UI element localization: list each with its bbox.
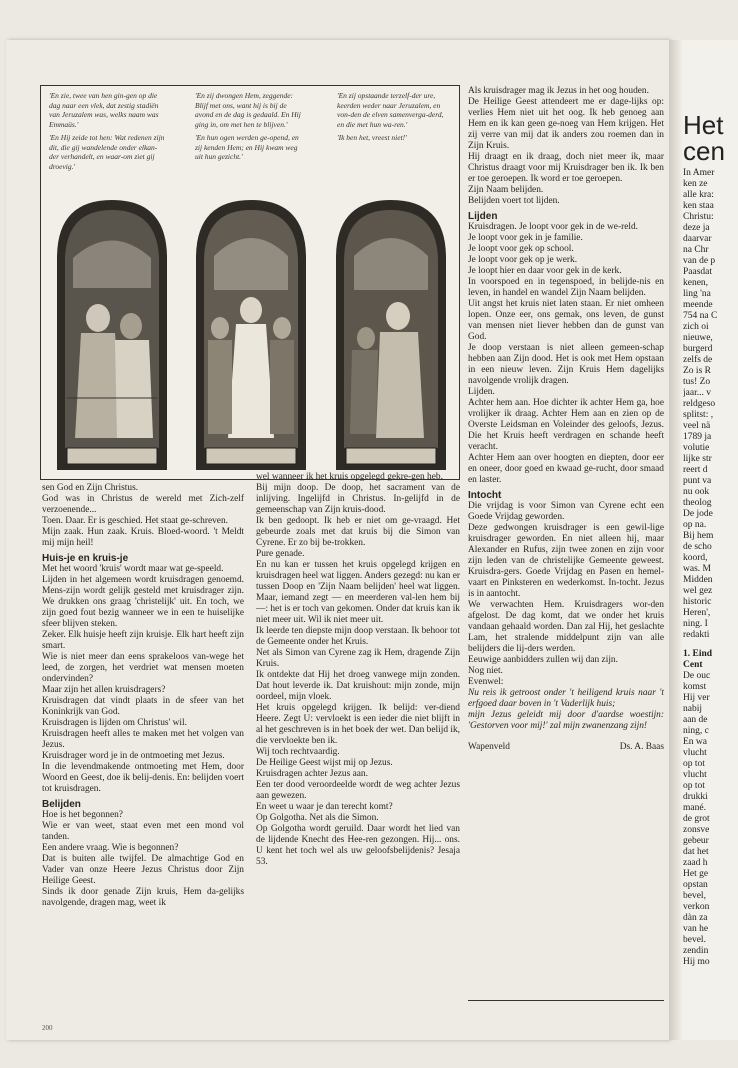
paragraph: Je loopt voor gek op je werk. — [468, 255, 578, 265]
next-page-line: bevel. — [683, 935, 706, 945]
paragraph: Op Golgotha. Net als die Simon. — [256, 813, 379, 823]
caption-text: 'En zie, twee van hen gin-gen op die dag naar een vlek, dat zestig stadiën van Jeruzalem was, welks naam was Emmaüs.' — [49, 91, 159, 129]
caption-right — [337, 91, 449, 147]
paragraph: God was in Christus de wereld met Zich-zelf verzoenende... — [42, 494, 244, 515]
paragraph: Bij mijn doop. De doop, het sacrament van de inlijving. Ingelijfd in Christus. In-gelijfd in de gemeenschap van Zijn kruis-dood. — [256, 483, 460, 515]
next-page-line: Zo is R — [683, 366, 711, 376]
next-page-line: veel nä — [683, 421, 711, 431]
paragraph: Hoe is het begonnen? — [42, 810, 123, 820]
stained-glass-figure — [40, 85, 460, 480]
stained-glass-window-left — [53, 198, 171, 470]
next-page-line: jaar... v — [683, 388, 711, 398]
paragraph: Je loopt voor gek in je familie. — [468, 233, 583, 243]
next-page-line: mané. — [683, 803, 706, 813]
paragraph: Een andere vraag. Wie is begonnen? — [42, 843, 179, 853]
next-page-line: splitst: , — [683, 410, 714, 420]
stained-glass-window-middle — [192, 198, 310, 470]
paragraph: We verwachten Hem. Kruisdragers wor-den afgelost. De dag komt, dat we onder het kruis vandaan gehaald worden. Dan zal Hij, het geslachte Lam, het stralende middelpunt zijn van alle belijders die lij-ders werden. — [468, 600, 664, 654]
next-page-line: theolog — [683, 498, 712, 508]
next-page-line: nu ook — [683, 487, 710, 497]
paragraph: Je loopt hier en daar voor gek in de kerk. — [468, 266, 622, 276]
next-page-line: de grot — [683, 814, 710, 824]
paragraph: Ik leerde ten diepste mijn doop verstaan. Ik behoor tot de Gemeente onder het Kruis. — [256, 626, 460, 647]
next-page-line: volutie — [683, 443, 710, 453]
article-column-1 — [42, 483, 244, 909]
paragraph: Die vrijdag is voor Simon van Cyrene echt een Goede Vrijdag geworden. — [468, 501, 664, 522]
next-page-line: vlucht — [683, 770, 707, 780]
next-page-line: Bij hem — [683, 531, 714, 541]
next-page-line: opstan — [683, 880, 708, 890]
paragraph: Uit angst het kruis niet laten staan. Er niet omheen lopen. Onze eer, ons gemak, ons leven, de gunst van mensen niet liever hebben dan de gunst van God. — [468, 299, 664, 342]
next-page-line: op tot — [683, 759, 705, 769]
next-page-line: verkon — [683, 902, 710, 912]
paragraph: Als kruisdrager mag ik Jezus in het oog houden. — [468, 86, 649, 96]
caption-text: 'En Hij zeide tot hen: Wat redenen zijn dit, die gij wandelende onder elkan-der verhandelt, en waar-om ziet gij droevig.' — [49, 133, 165, 171]
page-gutter — [669, 40, 683, 1040]
next-page-line: ling 'na — [683, 289, 711, 299]
paragraph: In voorspoed en in tegenspoed, in belijde-nis en leven, in handel en wandel Zijn Naam belijden. — [468, 277, 664, 298]
next-page-line: redakti — [683, 630, 710, 640]
paragraph: Wij toch rechtvaardig. — [256, 747, 340, 757]
paragraph: Je doop verstaan is niet alleen gemeen-schap hebben aan Zijn dood. Het is ook met Hem opstaan in een nieuw leven. Zijn Kruis Hem dagelijks navolgende vrolijk dragen. — [468, 343, 664, 386]
paragraph: De Heilige Geest attendeert me er dage-lijks op: verlies Hem niet uit het oog. Ik heb genoeg aan Hem en ik kan geen ge-noeg van Hem krijgen. Het zij verre van mij dat ik anders zou roemen dan in Zijn Kruis. — [468, 97, 664, 151]
next-page-line: van he — [683, 924, 709, 934]
next-page-edge — [683, 40, 738, 1040]
next-page-title-text: Het — [683, 110, 724, 140]
next-page-line: Cent — [683, 660, 703, 670]
next-page-line: dàn za — [683, 913, 708, 923]
next-page-line: historic — [683, 597, 712, 607]
next-page-line: vlucht — [683, 748, 707, 758]
paragraph: Ik ontdekte dat Hij het droeg vanwege mijn zonden. Dat hout leverde ik. Dat kruishout: mijn zonde, mijn oordeel, mijn vloek. — [256, 670, 460, 702]
next-page-line: De ouc — [683, 671, 711, 681]
next-page-line: reldgeso — [683, 399, 716, 409]
section-heading: Lijden — [468, 211, 498, 222]
next-page-line: En wa — [683, 737, 708, 747]
paragraph: Net als Simon van Cyrene zag ik Hem, dragende Zijn Kruis. — [256, 648, 460, 669]
next-page-line: van de p — [683, 256, 716, 266]
paragraph: Kruisdrager word je in de ontmoeting met Jezus. — [42, 751, 225, 761]
paragraph: Mijn zaak. Hun zaak. Kruis. Bloed-woord. 't Meldt mij mijn heil! — [42, 527, 244, 548]
next-page-line: komst — [683, 682, 707, 692]
next-page-line: De jode — [683, 509, 713, 519]
next-page-line: gebeur — [683, 836, 709, 846]
caption-text: 'Ik ben het, vreest niet!' — [337, 133, 407, 142]
paragraph: Belijden voert tot lijden. — [468, 196, 560, 206]
section-heading: Belijden — [42, 799, 81, 810]
next-page-line: 1789 ja — [683, 432, 712, 442]
next-page-line: zonsve — [683, 825, 710, 835]
next-page-line: tus! Zo — [683, 377, 711, 387]
article-column-3 — [468, 86, 664, 753]
page-number: 200 — [42, 1024, 53, 1032]
paragraph: Je loopt voor gek op school. — [468, 244, 574, 254]
next-page-line: ning, c — [683, 726, 709, 736]
next-page-line: wel gez — [683, 586, 713, 596]
next-page-line: 754 na C — [683, 311, 718, 321]
section-heading: Huis-je en kruis-je — [42, 553, 129, 564]
paragraph: Dat is buiten alle twijfel. De almachtige God en Vader van onze Heere Jezus Christus door Zijn Heilige Geest. — [42, 854, 244, 886]
paragraph: Kruisdragen heeft alles te maken met het volgen van Jezus. — [42, 729, 244, 750]
paragraph: Nog niet. — [468, 666, 503, 676]
next-page-title — [683, 112, 723, 138]
next-page-line: Midden — [683, 575, 713, 585]
paragraph: Ik ben gedoopt. Ik heb er niet om ge-vraagd. Het gebeurde zoals met dat kruis bij die Simon van Cyrene. Er zo bij be-trokken. — [256, 516, 460, 548]
next-page-line: Paasdat — [683, 267, 713, 277]
signature-place: Wapenveld — [468, 742, 510, 752]
next-page-line: Het ge — [683, 869, 709, 879]
paragraph: Kruisdragen dat vindt plaats in de sfeer van het Koninkrijk van God. — [42, 696, 244, 717]
signature — [468, 742, 664, 753]
caption-text: 'En hun ogen werden ge-opend, en zij kenden Hem; en Hij kwam weg uit hun gezicht.' — [195, 133, 299, 161]
caption-text: 'En zij dwongen Hem, zeggende: Blijf met ons, want hij is bij de avond en de dag is gedaald. En Hij ging in, om met hen te blijven.' — [195, 91, 301, 129]
next-page-line: drukki — [683, 792, 708, 802]
column-3-body — [468, 86, 664, 732]
paragraph: Wie is niet meer dan eens sprakeloos van-wege het leed, de zorgen, het verdriet wat mensen moeten ondervinden? — [42, 652, 244, 684]
next-page-line: Hij mo — [683, 957, 710, 967]
next-page-line: meende — [683, 300, 713, 310]
next-page-line: nabij — [683, 704, 702, 714]
paragraph: Achter hem aan. Hoe dichter ik achter Hem ga, hoe vrolijker ik draag. Achter Hem aan en zien op de Overste Leidsman en Voleinder des geloofs, Jezus. Die het Kruis heeft verdragen en schande heeft veracht. — [468, 398, 664, 452]
next-page-line: was. M — [683, 564, 711, 574]
next-page-line: bevel, — [683, 891, 706, 901]
paragraph: En weet u waar je dan terecht komt? — [256, 802, 393, 812]
next-page-line: ken ze — [683, 179, 708, 189]
paragraph: Een ter dood veroordeelde wordt de weg achter Jezus aan gewezen. — [256, 780, 460, 801]
article-column-2 — [256, 472, 460, 868]
paragraph: Kruisdragen is lijden om Christus' wil. — [42, 718, 187, 728]
paragraph: In die levendmakende ontmoeting met Hem, door Woord en Geest, doe ik belij-denis. En: belijden voert tot kruisdragen. — [42, 762, 244, 794]
paragraph: Zijn Naam belijden. — [468, 185, 544, 195]
paragraph: Nu reis ik getroost onder 't heiligend kruis naar 't erfgoed daar boven in 't Vaderlijk huis; — [468, 688, 664, 709]
paragraph: Lijden in het algemeen wordt kruisdragen genoemd. Mens-zijn wordt gelijk gesteld met kruisdrager zijn. We drukken ons graag 'christelijk' uit. En toch, we zijn goed fout bezig wanneer we in een te huiselijke sfeer blijven steken. — [42, 575, 244, 629]
next-page-line: zaad h — [683, 858, 708, 868]
next-page-line: zelfs de — [683, 355, 713, 365]
next-page-title-text: cen — [683, 136, 725, 166]
paragraph: wel wanneer ik het kruis opgelegd gekre-gen heb. — [256, 472, 443, 482]
caption-middle — [195, 91, 305, 166]
next-page-line: zendin — [683, 946, 709, 956]
next-page-line: zich oi — [683, 322, 709, 332]
next-page-title — [683, 138, 725, 164]
caption-left — [49, 91, 167, 175]
paragraph: Deze gedwongen kruisdrager is een gewil-lige kruisdrager geworden. En niet alleen hij, maar Alexander en Rufus, zijn twee zonen en zijn voor zijn leden van de christelijke Gemeente geweest. Kruisdra-gers. Goede Vrijdag en Pasen en hemel-vaart en Pinksteren en wederkomst. In-tocht. Jezus is in aantocht. — [468, 523, 664, 599]
next-page-line: In Amer — [683, 168, 715, 178]
next-page-line: op na. — [683, 520, 707, 530]
next-page-line: reert d — [683, 465, 708, 475]
next-page-line: koord, — [683, 553, 708, 563]
paragraph: En nu kan er tussen het kruis opgelegd krijgen en kruisdragen heel wat liggen. Anders gezegd: nu kan er tussen Doop en 'Zijn Naam belijden' heel wat liggen. Maar, iemand zegt — en meerderen val-len hem bij —: het is er toch van gekomen. Onder dat kruis kan ik niet meer uit. Wil ik niet meer uit. — [256, 560, 460, 625]
paragraph: Pure genade. — [256, 549, 305, 559]
next-page-line: 1. Eind — [683, 649, 713, 659]
paragraph: Hij draagt en ik draag, doch niet meer ik, maar Christus draagt voor mij Kruisdrager ben ik. Ik ben er toe geroepen. Ik word er toe geroepen. — [468, 152, 664, 184]
paragraph: Kruisdragen achter Jezus aan. — [256, 769, 368, 779]
next-page-line: aan de — [683, 715, 708, 725]
next-page-line: Christu: — [683, 212, 714, 222]
column-end-rule — [468, 1000, 664, 1001]
next-page-line: Hij ver — [683, 693, 710, 703]
stained-glass-window-right — [332, 198, 450, 470]
paragraph: Met het woord 'kruis' wordt maar wat ge-speeld. — [42, 564, 224, 574]
paragraph: mijn Jezus geleidt mij door d'aardse woestijn: 'Gestorven voor mij!' zal mijn zwanenzang zijn! — [468, 710, 664, 731]
paragraph: Eeuwige aanbidders zullen wij dan zijn. — [468, 655, 618, 665]
paragraph: Kruisdragen. Je loopt voor gek in de we-reld. — [468, 222, 639, 232]
next-page-line: op tot — [683, 781, 705, 791]
paragraph: De Heilige Geest wijst mij op Jezus. — [256, 758, 393, 768]
next-page-line: de scho — [683, 542, 712, 552]
next-page-line: burgerd — [683, 344, 713, 354]
paragraph: Maar zijn het allen kruisdragers? — [42, 685, 166, 695]
next-page-line: deze ja — [683, 223, 710, 233]
next-page-line: Heren', — [683, 608, 711, 618]
paragraph: Evenwel: — [468, 677, 504, 687]
next-page-line: alle kra: — [683, 190, 714, 200]
next-page-line: dat het — [683, 847, 709, 857]
paragraph: sen God en Zijn Christus. — [42, 483, 139, 493]
next-page-line: na Chr — [683, 245, 709, 255]
paragraph: Het kruis opgelegd krijgen. Ik belijd: ver-diend Heere. Zegt U: vervloekt is een ieder die niet blijft in al het geschreven is in het boek der wet. Dan belijd ik, die vervloekte ben ik. — [256, 703, 460, 746]
next-page-line: lijke str — [683, 454, 712, 464]
section-heading: Intocht — [468, 490, 502, 501]
next-page-line: ken staa — [683, 201, 714, 211]
next-page-line: kenen, — [683, 278, 709, 288]
next-page-line: daarvar — [683, 234, 712, 244]
paragraph: Wie er van weet, staat even met een mond vol tanden. — [42, 821, 244, 842]
next-page-line: punt va — [683, 476, 712, 486]
signature-author: Ds. A. Baas — [619, 742, 664, 752]
paragraph: Zeker. Elk huisje heeft zijn kruisje. Elk hart heeft zijn smart. — [42, 630, 244, 651]
paragraph: Sinds ik door genade Zijn kruis, Hem da-gelijks navolgende, dragen mag, weet ik — [42, 887, 244, 908]
caption-text: 'En zij opstaande terzelf-der ure, keerden weder naar Jeruzalem, en von-den de elven samenverga-derd, en die met hun wa-ren.' — [337, 91, 444, 129]
next-page-line: ning. I — [683, 619, 708, 629]
paragraph: Lijden. — [468, 387, 495, 397]
paragraph: Achter Hem aan over hoogten en diepten, door eer en oneer, door goed en kwaad ge-rucht, door smaad en laster. — [468, 453, 664, 485]
paragraph: Op Golgotha wordt geruild. Daar wordt het lied van de lijdende Knecht des Hee-ren gezongen. Hij... ons. U kent het toch wel als uw geloofsbelijdenis? Jesaja 53. — [256, 824, 460, 867]
paragraph: Toen. Daar. Er is geschied. Het staat ge-schreven. — [42, 516, 228, 526]
next-page-line: nieuwe, — [683, 333, 713, 343]
